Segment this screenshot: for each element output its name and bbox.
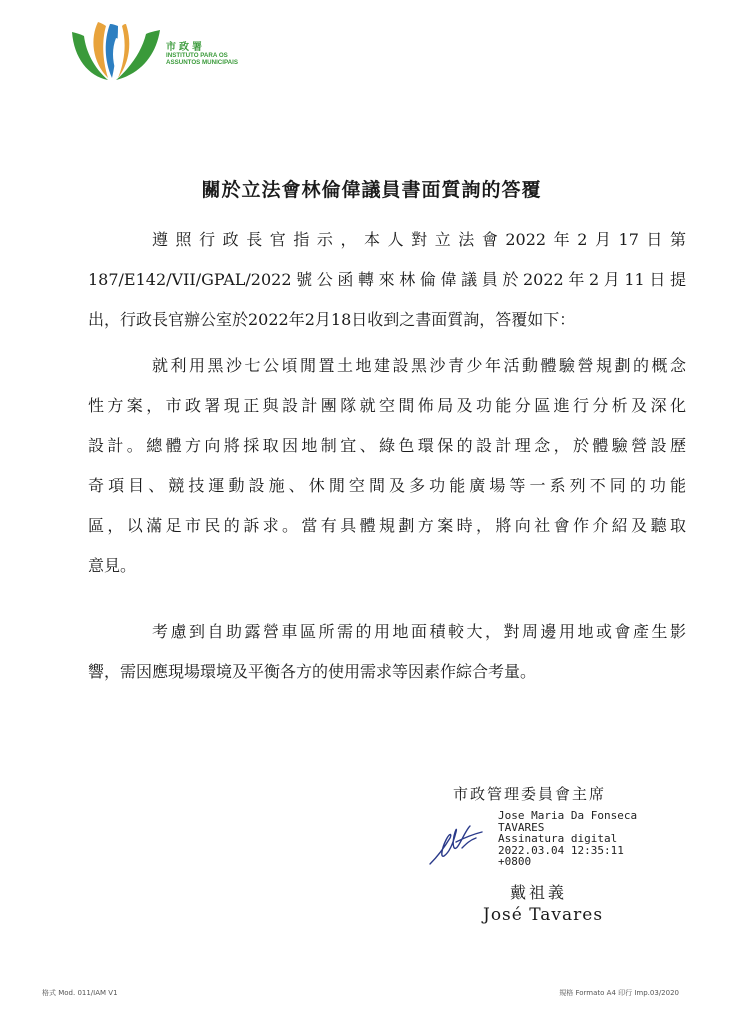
- paragraph-line: 187/E142/VII/GPAL/2022號公函轉來林倫偉議員於2022年2月11日提: [88, 270, 686, 289]
- paragraph-line: 響，需因應現場環境及平衡各方的使用需求等因素作綜合考量。: [88, 662, 537, 681]
- signatory-name-zh: 戴祖義: [510, 883, 568, 902]
- paragraph-2: [88, 346, 686, 586]
- footer-format: 規格 Formato A4 印行 Imp.03/2020: [559, 989, 679, 997]
- paragraph-line: 考慮到自助露營車區所需的用地面積較大，對周邊用地或會產生影: [152, 622, 686, 641]
- paragraph-line: 意見。: [88, 556, 137, 575]
- paragraph-3: [88, 612, 686, 692]
- iam-logo: [68, 18, 258, 88]
- digital-signature-line: Assinatura digital: [498, 832, 618, 845]
- paragraph-1: [88, 220, 686, 340]
- paragraph-line: 出，行政長官辦公室於2022年2月18日收到之書面質詢，答覆如下：: [88, 310, 576, 329]
- footer-form-code: 格式 Mod. 011/IAM V1: [42, 989, 118, 997]
- paragraph-line: 就利用黑沙七公頃閒置土地建設黑沙青少年活動體驗營規劃的概念: [152, 356, 686, 375]
- signatory-name-pt: José Tavares: [483, 905, 604, 925]
- paragraph-line: 區，以滿足市民的訴求。當有具體規劃方案時，將向社會作介紹及聽取: [88, 516, 686, 535]
- digital-signature-line: TAVARES: [498, 820, 545, 834]
- paragraph-line: 性方案，市政署現正與設計團隊就空間佈局及功能分區進行分析及深化: [88, 396, 686, 415]
- signatory-role: 市政管理委員會主席: [453, 785, 607, 803]
- logo-text-pt-line1: INSTITUTO PARA OS: [166, 52, 228, 59]
- paragraph-line: 奇項目、競技運動設施、休閒空間及多功能廣場等一系列不同的功能: [88, 476, 686, 495]
- digital-signature-line: +0800: [498, 855, 532, 868]
- digital-signature-line: Jose Maria Da Fonseca: [498, 809, 638, 822]
- document-title: 關於立法會林倫偉議員書面質詢的答覆: [201, 179, 542, 201]
- handwritten-signature-icon: [426, 818, 486, 870]
- logo-text-pt-line2: ASSUNTOS MUNICIPAIS: [166, 59, 238, 66]
- digital-signature-line: 2022.03.04 12:35:11: [498, 843, 624, 857]
- digital-signature-block: [498, 810, 637, 868]
- logo-text-zh: 市政署: [166, 42, 205, 53]
- paragraph-line: 遵照行政長官指示，本人對立法會2022年2月17日第: [152, 230, 686, 249]
- iam-logo-icon: [68, 18, 168, 84]
- paragraph-line: 設計。總體方向將採取因地制宜、綠色環保的設計理念，於體驗營設歷: [88, 436, 686, 455]
